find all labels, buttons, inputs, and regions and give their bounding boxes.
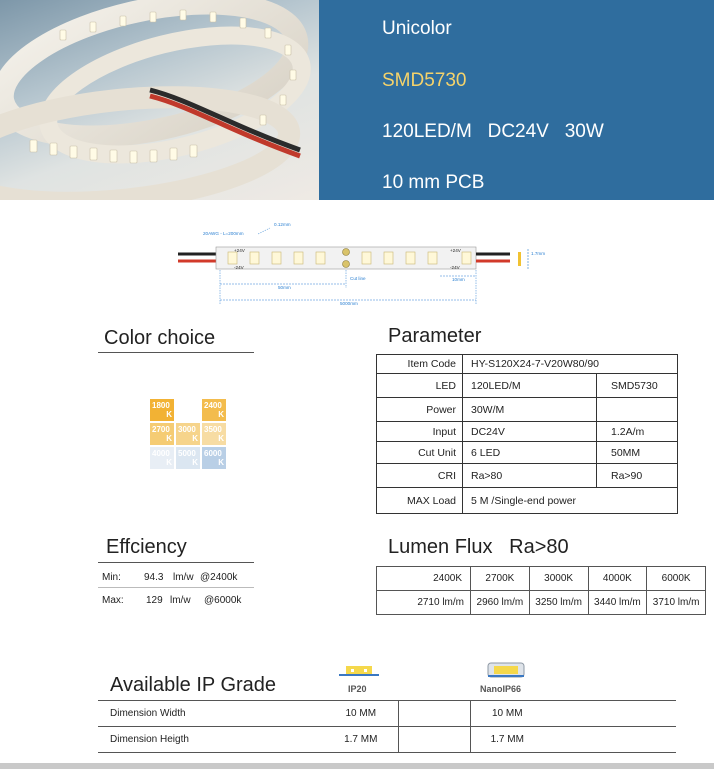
- solder-pad: [343, 249, 350, 256]
- flux-value: 3250 lm/m: [529, 591, 588, 615]
- efficiency-row-max: [98, 591, 254, 611]
- dimension-label: Dimension Heigth: [98, 727, 324, 753]
- param-label: Power: [377, 398, 463, 422]
- strip-dimension-diagram: [170, 214, 570, 314]
- ip20-value: 1.7 MM: [324, 727, 398, 753]
- efficiency-title: Effciency: [106, 536, 187, 558]
- table-row: [377, 398, 678, 422]
- plus-label-left: +24V: [234, 248, 245, 253]
- efficiency-row-min: [98, 568, 254, 588]
- swatch-2400k: 2400 K: [204, 401, 224, 419]
- param-value: 50MM: [597, 442, 678, 464]
- total-length: 5000mm: [340, 301, 358, 306]
- width-label: 10mm: [452, 277, 465, 282]
- table-row: [377, 442, 678, 464]
- height-label: 1.7mm: [531, 251, 546, 256]
- param-value: 6 LED: [463, 442, 597, 464]
- cct-header: 4000K: [588, 567, 647, 591]
- table-row: [98, 701, 676, 727]
- nano-value: 1.7 MM: [470, 727, 544, 753]
- swatch-5000k: 5000 K: [178, 449, 198, 467]
- ip-grade-title: Available IP Grade: [110, 674, 277, 696]
- flux-value: 2960 lm/m: [471, 591, 530, 615]
- led-strip-reel-illustration: [0, 0, 319, 200]
- product-type: Unicolor: [382, 18, 452, 39]
- led-chip: [362, 252, 371, 264]
- swatch-4000k: 4000 K: [152, 449, 172, 467]
- table-row: [377, 591, 706, 615]
- cct-header: 6000K: [647, 567, 706, 591]
- segment-length: 50mm: [278, 285, 291, 290]
- param-value: 5 M /Single-end power: [463, 488, 678, 514]
- eff-value: 129: [146, 595, 163, 606]
- param-label: MAX Load: [377, 488, 463, 514]
- led-chip: [462, 252, 471, 264]
- profile-section: [518, 252, 521, 266]
- param-value: Ra>80: [463, 464, 597, 488]
- param-label: LED: [377, 374, 463, 398]
- strip-drawing: [170, 214, 570, 314]
- param-label: Input: [377, 422, 463, 442]
- param-value: 1.2A/m: [597, 422, 678, 442]
- product-photo: [0, 0, 319, 200]
- spec-summary: 120LED/M DC24V 30W: [382, 121, 604, 142]
- wire-label: 20AWG - L=200mm: [203, 231, 244, 236]
- eff-unit: lm/w: [173, 572, 194, 583]
- eff-value: 94.3: [144, 572, 164, 583]
- led-chip: [294, 252, 303, 264]
- swatch-1800k: 1800 K: [152, 401, 172, 419]
- param-value: 30W/M: [463, 398, 597, 422]
- minus-label-right: -24V: [450, 265, 460, 270]
- param-value: [597, 398, 678, 422]
- led-chip: [250, 252, 259, 264]
- product-summary-panel: [319, 0, 714, 200]
- flux-value: 2710 lm/m: [377, 591, 471, 615]
- flux-value: 3440 lm/m: [588, 591, 647, 615]
- divider: [98, 562, 254, 563]
- param-value: DC24V: [463, 422, 597, 442]
- thickness-label: 0.12mm: [274, 222, 291, 227]
- table-row: [377, 355, 678, 374]
- eff-cct: @6000k: [204, 595, 242, 606]
- spacer-cell: [398, 727, 470, 753]
- lumen-flux-title: Lumen Flux Ra>80: [388, 536, 569, 558]
- param-value: 120LED/M: [463, 374, 597, 398]
- table-row: [377, 464, 678, 488]
- parameter-table: [376, 354, 678, 514]
- solder-pad: [343, 261, 350, 268]
- plus-label-right: +24V: [450, 248, 461, 253]
- parameter-title: Parameter: [388, 325, 482, 347]
- color-choice-title: Color choice: [104, 327, 216, 349]
- ip20-label: IP20: [348, 684, 367, 694]
- cct-header: 3000K: [529, 567, 588, 591]
- led-model: SMD5730: [382, 70, 467, 91]
- cct-header: 2700K: [471, 567, 530, 591]
- divider: [98, 352, 254, 353]
- led-chip: [406, 252, 415, 264]
- cut-line-label: Cut line: [350, 276, 366, 281]
- footer-bar: [0, 763, 714, 769]
- item-code-label: Item Code: [377, 355, 463, 374]
- spacer-cell: [544, 727, 676, 753]
- param-value: SMD5730: [597, 374, 678, 398]
- cct-header: 2400K: [377, 567, 471, 591]
- item-code-value: HY-S120X24-7-V20W80/90: [463, 355, 678, 374]
- param-value: Ra>90: [597, 464, 678, 488]
- spacer-cell: [544, 701, 676, 727]
- led-chip: [272, 252, 281, 264]
- swatch-3500k: 3500 K: [204, 425, 224, 443]
- table-row: [377, 488, 678, 514]
- table-row: [377, 422, 678, 442]
- ip20-profile-icon: [337, 664, 381, 682]
- table-row: [98, 727, 676, 753]
- led-chip: [228, 252, 237, 264]
- dimension-label: Dimension Width: [98, 701, 324, 727]
- lumen-flux-table: [376, 566, 706, 615]
- param-label: CRI: [377, 464, 463, 488]
- cct-swatch-grid: [148, 399, 228, 469]
- swatch-2700k: 2700 K: [152, 425, 172, 443]
- nano-value: 10 MM: [470, 701, 544, 727]
- nano-ip66-profile-icon: [484, 660, 528, 682]
- led-chip: [384, 252, 393, 264]
- spacer-cell: [398, 701, 470, 727]
- flux-value: 3710 lm/m: [647, 591, 706, 615]
- led-chip: [428, 252, 437, 264]
- swatch-6000k: 6000 K: [204, 449, 224, 467]
- nano-ip66-label: NanoIP66: [480, 684, 522, 694]
- eff-unit: lm/w: [170, 595, 191, 606]
- swatch-3000k: 3000 K: [178, 425, 198, 443]
- table-row: [377, 374, 678, 398]
- eff-label: Min:: [102, 572, 121, 583]
- minus-label-left: -24V: [234, 265, 244, 270]
- pcb-width: 10 mm PCB: [382, 172, 485, 193]
- led-chip: [316, 252, 325, 264]
- param-label: Cut Unit: [377, 442, 463, 464]
- ip-grade-table: [98, 700, 676, 753]
- table-row: [377, 567, 706, 591]
- eff-cct: @2400k: [200, 572, 238, 583]
- ip20-value: 10 MM: [324, 701, 398, 727]
- eff-label: Max:: [102, 595, 124, 606]
